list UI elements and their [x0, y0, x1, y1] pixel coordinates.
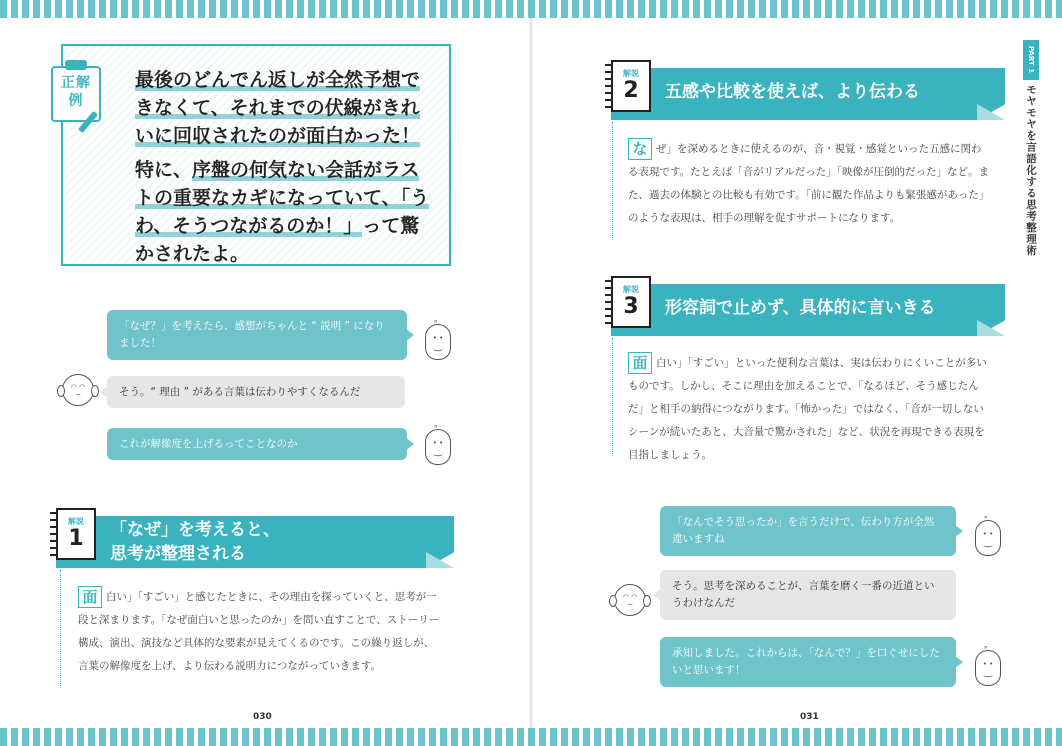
answer-badge-line2: 例 — [68, 93, 84, 109]
section-1-body-text: 白い」「すごい」と感じたときに、その理由を探っていくと、思考が一段と深まります。「なぜ面白いと思ったのか」を問い直すことで、ストーリー構成、演出、演技など具体的な要素が見えてくるのです。この繰り返しが、言葉の解像度を上げ、より伝わる説明力につながっていきます。 — [78, 591, 440, 672]
drop-initial: 面 — [628, 352, 652, 374]
section-label: 解説 — [623, 285, 639, 294]
section-1-heading — [56, 508, 454, 568]
answer-example-box — [61, 44, 451, 266]
section-number: 2 — [623, 78, 639, 103]
answer-p2-seg1: 特に、 — [135, 159, 193, 181]
section-3-body — [628, 352, 990, 467]
section-3-body-text: 白い」「すごい」といった便利な言葉は、実は伝わりにくいことが多いものです。しかし、そこに理由を加えることで、「なるほど、そう感じたんだ」と相手の納得につながります。「怖かった」ではなく、「音が一切しないシーンが続いたあと、大音量で驚かされた」など、状況を再現できる表現を目指しましょう。 — [628, 357, 987, 461]
answer-p2-seg6: かされたよ。 — [135, 243, 250, 265]
page-gutter — [529, 18, 533, 728]
answer-p2-seg2: 序盤の何気ない会話がラス — [192, 159, 420, 181]
page-number-right: 031 — [800, 712, 819, 722]
section-label: 解説 — [68, 517, 84, 526]
answer-p1-seg1: 最後のどんでん返しが全然予想で — [135, 69, 421, 91]
student-face-icon: • • ᐢ ‿ — [975, 520, 1001, 556]
section-2-body — [628, 138, 990, 230]
chat-bubble: 「なぜ？」を考えたら、感想がちゃんと “ 説明 ” になりました！ — [107, 310, 407, 360]
chat-bubble: これが解像度を上げるってことなのか — [107, 428, 407, 460]
chat-bubble: 承知しました。これからは、「なんで？」を口ぐせにしたいと思います！ — [660, 637, 956, 687]
clipboard-icon — [51, 60, 109, 118]
dotted-rule — [612, 338, 613, 456]
teacher-face-icon — [62, 374, 94, 406]
student-face-icon: • • ᐢ ‿ — [425, 324, 451, 360]
bottom-stripe-border — [0, 728, 1062, 746]
section-3-title: 形容詞で止めず、具体的に言いきる — [665, 298, 936, 318]
answer-p1-seg2: きなくて、それまでの伏線がきれ — [135, 97, 420, 119]
section-label: 解説 — [623, 69, 639, 78]
chapter-title: モヤモヤを言語化する思考整理術 — [1025, 84, 1037, 257]
section-1-title-line2: 思考が整理される — [110, 544, 246, 564]
page-number-left: 030 — [253, 712, 272, 722]
answer-paragraph-1 — [135, 66, 435, 150]
section-1-body — [78, 586, 440, 678]
chat-bubble: そう。“ 理由 ” がある言葉は伝わりやすくなるんだ — [107, 376, 405, 408]
section-number-box — [56, 508, 96, 560]
part-label: PART 1 — [1023, 40, 1039, 80]
answer-paragraph-2 — [135, 156, 435, 268]
section-2-heading — [611, 60, 1005, 120]
section-number-box — [611, 276, 651, 328]
section-number: 1 — [68, 526, 84, 551]
drop-initial: 面 — [78, 586, 102, 608]
section-number-box — [611, 60, 651, 112]
section-1-title-line1: 「なぜ」を考えると、 — [110, 520, 280, 540]
side-chapter-tab — [1023, 40, 1039, 257]
dotted-rule — [60, 570, 61, 688]
answer-p2-seg5: って驚 — [362, 215, 420, 237]
answer-text — [135, 66, 435, 274]
answer-badge-line1: 正解 — [61, 75, 91, 91]
answer-p1-seg3: いに回収されたのが面白かった！ — [135, 125, 421, 147]
section-2-title: 五感や比較を使えば、より伝わる — [665, 82, 920, 102]
answer-p2-seg3: トの重要なカギになっていて、「う — [135, 187, 430, 209]
drop-initial: な — [628, 138, 652, 160]
answer-p2-seg4: わ、そうつながるのか！」 — [135, 215, 363, 237]
student-face-icon: • • ᐢ ‿ — [975, 650, 1001, 686]
student-face-icon: • • ᐢ ‿ — [425, 429, 451, 465]
teacher-face-icon — [614, 584, 646, 616]
section-2-body-text: ぜ」を深めるときに使えるのが、音・視覚・感覚といった五感に関わる表現です。たとえば「音がリアルだった」「映像が圧倒的だった」など。また、過去の体験との比較も有効です。「前に観た作品よりも緊張感があった」のような表現は、相手の理解を促すサポートになります。 — [628, 143, 990, 224]
chat-bubble: そう。思考を深めることが、言葉を磨く一番の近道というわけなんだ — [660, 570, 956, 620]
dotted-rule — [612, 122, 613, 240]
chat-bubble: 「なんでそう思ったか」を言うだけで、伝わり方が全然違いますね — [660, 506, 956, 556]
top-stripe-border — [0, 0, 1062, 18]
section-number: 3 — [623, 294, 639, 319]
section-3-heading — [611, 276, 1005, 336]
